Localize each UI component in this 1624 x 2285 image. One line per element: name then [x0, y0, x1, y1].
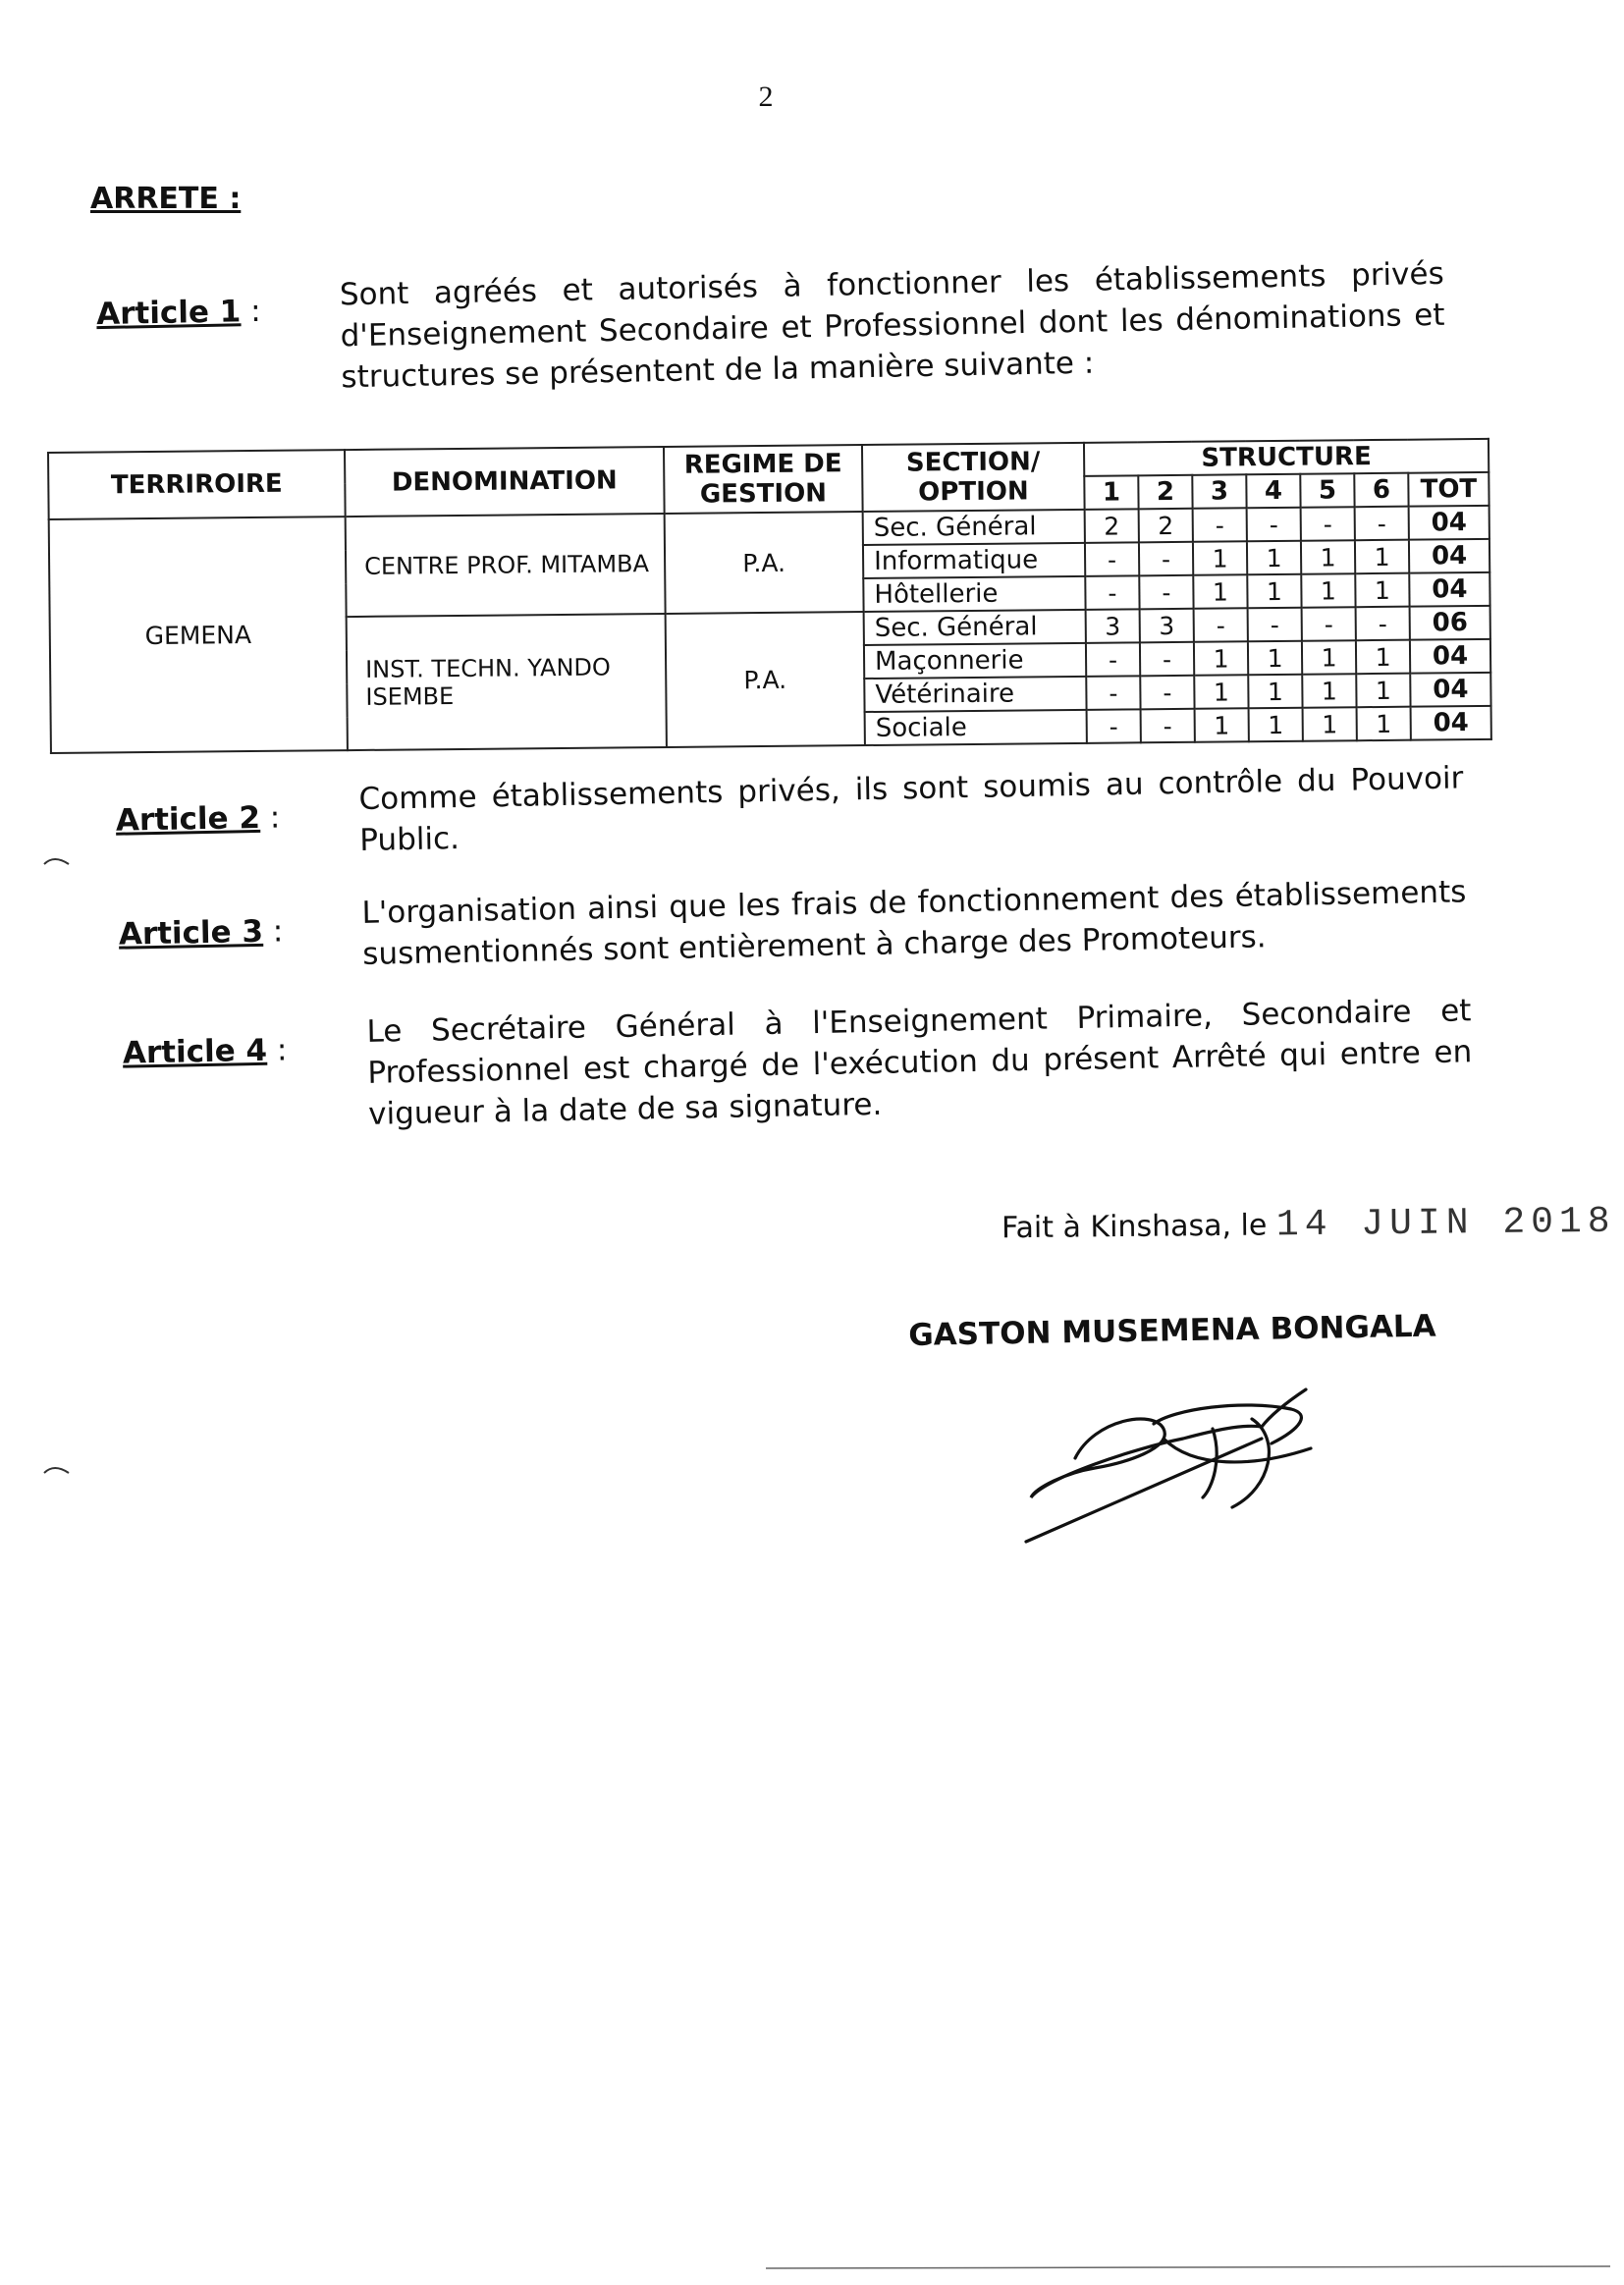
header-year: 6 — [1354, 473, 1408, 508]
year-cell: - — [1302, 607, 1356, 641]
year-cell: - — [1301, 507, 1355, 541]
article-3 — [0, 858, 1624, 972]
year-cell: - — [1140, 676, 1194, 710]
section-cell: Maçonnerie — [864, 643, 1086, 679]
year-cell: 1 — [1248, 675, 1302, 709]
year-cell: - — [1355, 507, 1409, 541]
year-cell: - — [1193, 508, 1247, 542]
year-cell: 2 — [1139, 509, 1193, 543]
header-structure: STRUCTURE — [1084, 439, 1489, 476]
year-cell: 1 — [1355, 573, 1409, 608]
total-cell: 04 — [1409, 572, 1489, 607]
year-cell: 1 — [1194, 675, 1248, 709]
header-year: 2 — [1138, 475, 1192, 510]
year-cell: 1 — [1303, 707, 1357, 741]
header-total: TOT — [1408, 472, 1489, 507]
article-text: L'organisation ainsi que les frais de fonctionnement des établissements susmentionnés sont entièrement à charge des Promoteurs. — [361, 874, 1467, 972]
year-cell: - — [1140, 642, 1194, 677]
header-year: 1 — [1084, 475, 1138, 510]
header-year: 3 — [1192, 474, 1246, 509]
signature-image — [1016, 1370, 1429, 1566]
total-cell: 04 — [1410, 673, 1490, 707]
article-text: Le Secrétaire Général à l'Enseignement Primaire, Secondaire et Professionnel est chargé de l'exécution du présent Arrêté qui entre en vigueur à la date de sa signature. — [366, 993, 1473, 1132]
regime-cell: P.A. — [666, 612, 865, 747]
total-cell: 04 — [1409, 539, 1489, 573]
year-cell: - — [1085, 575, 1139, 610]
total-cell: 04 — [1409, 506, 1489, 540]
structure-table — [47, 438, 1492, 754]
year-cell: - — [1194, 608, 1248, 642]
article-label: Article 1 : — [95, 293, 261, 333]
year-cell: 1 — [1302, 640, 1356, 675]
year-cell: 1 — [1248, 641, 1302, 676]
scan-mark — [39, 1453, 98, 1493]
header-territoire: TERRIROIRE — [48, 450, 346, 519]
section-cell: Sec. Général — [864, 610, 1086, 645]
total-cell: 04 — [1411, 706, 1491, 740]
section-cell: Hôtellerie — [863, 576, 1085, 612]
year-cell: 3 — [1140, 609, 1194, 643]
header-section: SECTION/ OPTION — [862, 443, 1085, 512]
place-date — [1001, 1201, 1616, 1250]
article-label: Article 3 : — [118, 913, 284, 952]
article-4 — [0, 975, 1624, 1132]
section-cell: Informatique — [863, 543, 1085, 578]
section-cell: Vétérinaire — [864, 677, 1086, 712]
decree-heading: ARRETE : — [90, 182, 242, 216]
section-cell: Sociale — [865, 710, 1087, 745]
header-year: 5 — [1300, 473, 1354, 508]
regime-cell: P.A. — [665, 512, 864, 614]
place-text: Fait à Kinshasa, le — [1001, 1208, 1268, 1246]
scan-mark — [39, 844, 98, 884]
year-cell: - — [1087, 709, 1141, 743]
year-cell: 1 — [1357, 707, 1411, 741]
year-cell: - — [1356, 607, 1410, 641]
year-cell: 1 — [1356, 640, 1410, 675]
year-cell: 1 — [1301, 573, 1355, 608]
article-label: Article 2 : — [115, 799, 281, 839]
year-cell: - — [1086, 642, 1140, 677]
year-cell: 1 — [1249, 708, 1303, 742]
year-cell: 1 — [1355, 540, 1409, 574]
date-stamp: 14 JUIN 2018 — [1275, 1200, 1616, 1247]
year-cell: - — [1247, 508, 1301, 542]
header-year: 4 — [1246, 474, 1300, 509]
total-cell: 06 — [1410, 606, 1490, 640]
year-cell: 1 — [1247, 541, 1301, 575]
article-1 — [0, 222, 1624, 396]
year-cell: - — [1139, 542, 1193, 576]
year-cell: - — [1141, 709, 1195, 743]
year-cell: 1 — [1195, 708, 1249, 742]
structure-table-container — [47, 438, 1492, 754]
year-cell: - — [1086, 676, 1140, 710]
year-cell: 1 — [1302, 674, 1356, 708]
year-cell: - — [1139, 575, 1193, 610]
article-text: Sont agréés et autorisés à fonctionner les établissements privés d'Enseignement Secondaire et Professionnel dont les dénominations et structures se présentent de la manière suivante : — [339, 255, 1445, 396]
year-cell: - — [1248, 608, 1302, 642]
year-cell: 2 — [1085, 509, 1139, 543]
year-cell: - — [1085, 542, 1139, 576]
denomination-cell: CENTRE PROF. MITAMBA — [346, 514, 666, 617]
page-number: 2 — [758, 81, 774, 113]
year-cell: 3 — [1086, 609, 1140, 643]
year-cell: 1 — [1193, 541, 1247, 575]
territoire-cell: GEMENA — [49, 517, 348, 753]
year-cell: 1 — [1194, 641, 1248, 676]
section-cell: Sec. Général — [863, 510, 1085, 545]
article-label: Article 4 : — [122, 1032, 288, 1071]
year-cell: 1 — [1301, 540, 1355, 574]
header-denomination: DENOMINATION — [345, 447, 665, 517]
year-cell: 1 — [1193, 574, 1247, 609]
year-cell: 1 — [1356, 674, 1410, 708]
header-regime: REGIME DE GESTION — [664, 445, 863, 514]
total-cell: 04 — [1410, 639, 1490, 674]
denomination-cell: INST. TECHN. YANDO ISEMBE — [347, 614, 667, 750]
signer-name: GASTON MUSEMENA BONGALA — [908, 1308, 1436, 1353]
year-cell: 1 — [1247, 574, 1301, 609]
article-text: Comme établissements privés, ils sont soumis au contrôle du Pouvoir Public. — [358, 760, 1464, 858]
page-edge-line — [766, 2258, 1610, 2278]
